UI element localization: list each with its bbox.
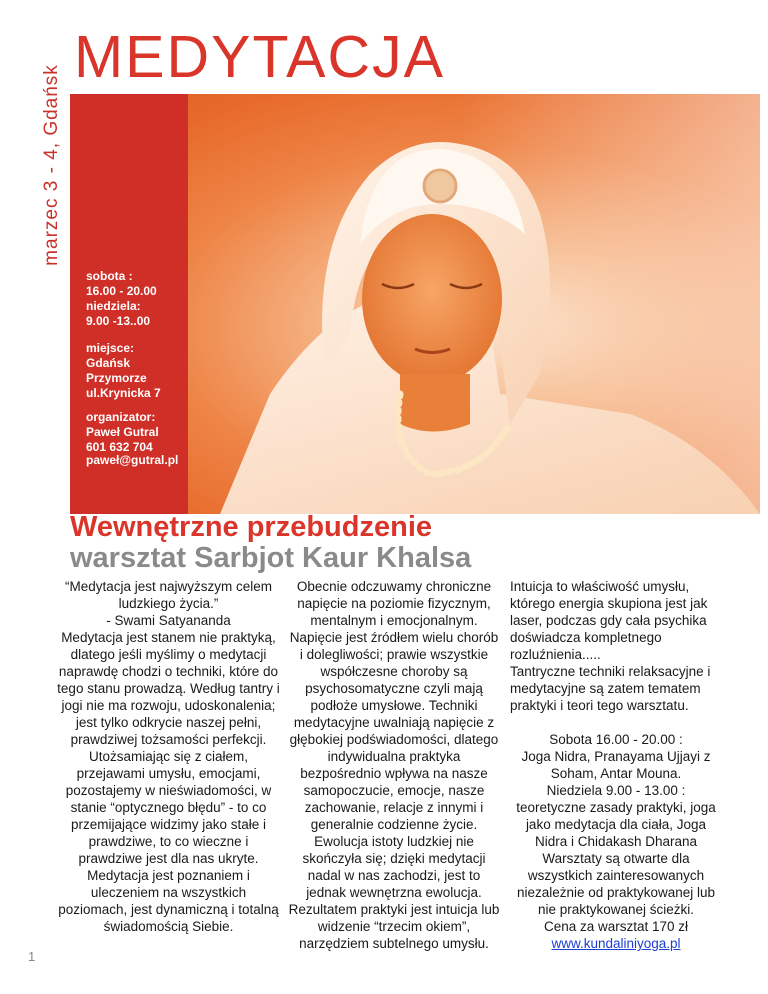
paragraph: Intuicja to właściwość umysłu, którego energia skupiona jest jak laser, podczas gdy cała psychika doświadcza kompletnego rozluźnienia..... [510, 579, 708, 662]
paragraph: Napięcie jest źródłem wielu chorób i dolegliwości; prawie wszystkie współczesne choroby są psychosomatyczne czyli mają podłoże umysłowe. Techniki medytacyjne uwalniają napięcie z głębokiej podświadomości, dlatego indywidualna praktyka bezpośrednio wpływa na nasze samopoczucie, emocje, nasze zachowanie, relacje z innymi i generalnie codzienne życie. [289, 630, 499, 832]
organizer-info: organizator: Paweł Gutral 601 632 704 [86, 410, 159, 454]
sunday-program: teoretyczne zasady praktyki, joga jako medytacja dla ciała, Joga Nidra i Chidakash Dharana [516, 800, 716, 849]
workshop-title: Wewnętrzne przebudzenie [70, 511, 433, 543]
schedule-info: sobota : 16.00 - 20.00 niedziela: 9.00 -13..00 [86, 269, 157, 328]
paragraph: Ewolucja istoty ludzkiej nie skończyła się; dzięki medytacji nadal w nas zachodzi, jest to jednak wewnętrzna ewolucja. Rezultatem praktyki jest intuicja lub widzenie “trzecim okiem”, narzędziem subtelnego umysłu. [288, 834, 500, 951]
quote: “Medytacja jest najwyższym celem ludzkiego życia.” [64, 579, 273, 611]
open-info: Warsztaty są otwarte dla wszystkich zainteresowanych niezależnie od praktykowanej lub nie praktykowanej ścieżki. [516, 851, 716, 917]
sunday-title: Niedziela 9.00 - 13.00 : [546, 783, 686, 798]
event-date-location: marzec 3 - 4, Gdańsk [41, 64, 62, 266]
saturday-program: Joga Nidra, Pranayama Ujjayi z Soham, Antar Mouna. [521, 749, 711, 781]
paragraph: Obecnie odczuwamy chroniczne napięcie na poziomie fizycznym, mentalnym i emocjonalnym. [296, 579, 492, 628]
workshop-subtitle: warsztat Sarbjot Kaur Khalsa [70, 542, 472, 574]
neck [400, 374, 470, 432]
organizer-email[interactable]: paweł@gutral.pl [86, 453, 179, 467]
website-link[interactable]: www.kundaliniyoga.pl [551, 936, 681, 951]
page-number: 1 [28, 949, 36, 964]
paragraph: Medytacja jest stanem nie praktyką, dlatego jeśli myślimy o medytacji naprawdę chodzi o techniki, które do tego stanu prowadzą. Według tantry i jogi nie ma rozwoju, udoskonalenia; jest tylko odkrycie naszej pełni, prawdziwej tożsamości perfekcji. [57, 630, 280, 747]
paragraph: Tantryczne techniki relaksacyjne i medytacyjne są zatem tematem praktyki i teori tego warsztatu. [510, 664, 711, 713]
place-info: miejsce: Gdańsk Przymorze ul.Krynicka 7 [86, 341, 161, 400]
quote-author: - Swami Satyananda [106, 613, 231, 628]
price: Cena za warsztat 170 zł [543, 919, 689, 934]
paragraph: Utożsamiając się z ciałem, przejawami umysłu, emocjami, pozostajemy w nieświadomości, w stanie “optycznego błędu” - to co przemijające widzimy jako stałe i prawdziwe, to co wieczne i prawdziwe jest dla nas ukryte. [65, 749, 272, 866]
turban-emblem [424, 170, 456, 202]
paragraph: Medytacja jest poznaniem i uleczeniem na wszystkich poziomach, jest dynamiczną i totalną świadomością Siebie. [58, 868, 279, 934]
text-column-1 [56, 578, 281, 935]
saturday-title: Sobota 16.00 - 20.00 : [549, 732, 683, 747]
hero-photo [70, 94, 760, 514]
text-column-3 [510, 578, 722, 952]
face [362, 214, 502, 384]
meditating-woman-illustration [70, 94, 760, 514]
page-title: MEDYTACJA [74, 24, 445, 90]
workshop-heading [70, 512, 471, 573]
vertical-date-strip [28, 14, 70, 332]
text-column-2 [288, 578, 500, 952]
